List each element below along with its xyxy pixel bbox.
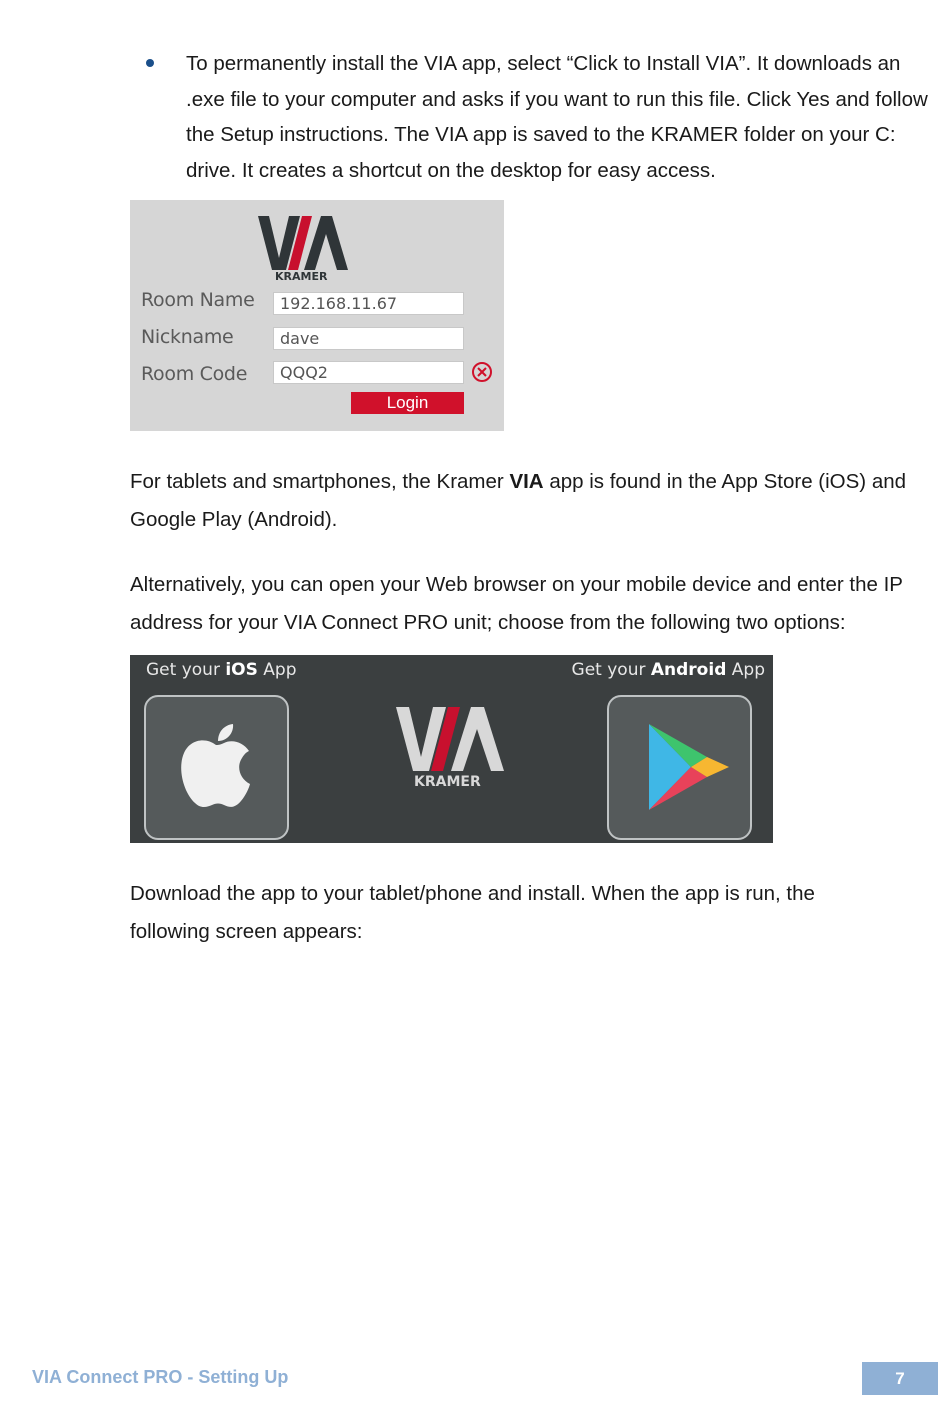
install-bullet [146, 46, 936, 188]
ios-app-button[interactable] [144, 695, 289, 840]
ios-label-post: App [257, 660, 297, 680]
alternative-paragraph: Alternatively, you can open your Web browser on your mobile device and enter the IP address for your VIA Connect PRO unit; choose from the following two options: [130, 573, 903, 634]
room-name-label: Room Name [141, 289, 255, 311]
nickname-field[interactable]: dave [273, 327, 464, 350]
footer-title: VIA Connect PRO - Setting Up [32, 1367, 289, 1387]
via-login-screenshot [130, 200, 504, 431]
tablets-pre: For tablets and smartphones, the Kramer [130, 470, 510, 493]
tablets-post: app is found in the App Store (iOS) and Google Play (Android). [130, 470, 907, 531]
nickname-label: Nickname [141, 326, 234, 348]
tablets-bold: VIA [509, 470, 544, 493]
android-app-label [572, 660, 765, 680]
room-name-field[interactable]: 192.168.11.67 [273, 292, 464, 315]
android-app-button[interactable] [607, 695, 752, 840]
page-number: 7 [862, 1362, 938, 1395]
android-label-pre: Get your [571, 660, 651, 680]
download-paragraph: Download the app to your tablet/phone and install. When the app is run, the following screen appears: [130, 882, 815, 943]
via-kramer-logo [258, 214, 350, 280]
tablets-paragraph [130, 463, 930, 539]
google-play-icon [609, 697, 750, 838]
ios-label-pre: Get your [146, 660, 226, 680]
app-store-screenshot [130, 655, 773, 843]
clear-icon[interactable] [471, 361, 493, 383]
bullet-dot [146, 59, 154, 67]
ios-app-label [146, 660, 297, 680]
room-code-field[interactable]: QQQ2 [273, 361, 464, 384]
install-bullet-text: To permanently install the VIA app, select “Click to Install VIA”. It downloads an .exe file to your computer and asks if you want to run this file. Click Yes and follow the Setup instructions. The VIA app is saved to the KRAMER folder on your C: drive. It creates a shortcut on the desktop for easy access. [186, 52, 928, 182]
android-label-post: App [726, 660, 765, 680]
room-code-label: Room Code [141, 363, 248, 385]
android-label-bold: Android [650, 660, 727, 680]
ios-label-bold: iOS [225, 660, 258, 680]
login-button[interactable]: Login [351, 392, 464, 414]
via-kramer-logo-store [396, 707, 506, 791]
logo-sub-text: KRAMER [275, 270, 328, 280]
apple-icon [146, 697, 287, 838]
store-logo-sub-text: KRAMER [414, 774, 481, 790]
